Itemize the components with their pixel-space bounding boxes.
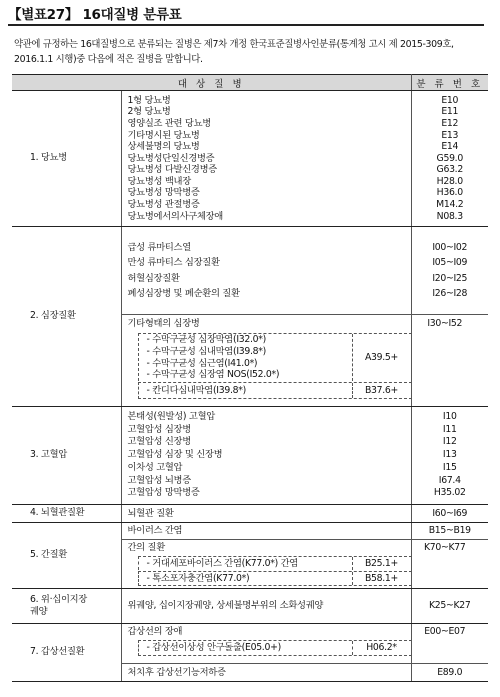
category-liver: 5. 간질환 [12, 523, 121, 589]
heart-disease-list: 급성 류마티스열 만성 류마티스 심장질환 허혈심장질환 폐성심장병 및 폐순환의 질환 [121, 227, 411, 315]
candida-group: - 칸디다심내막염(I39.8*) B37.6+ [138, 382, 412, 399]
viral-hepatitis: 바이러스 간염 [121, 523, 411, 540]
liver-disease: 간의 질환 [127, 542, 165, 553]
other-heart-disease: 기타형태의 심장병 [127, 318, 200, 329]
postprocedural-hypothyroidism-code: E89.0 [411, 664, 488, 682]
page-title: 【별표27】 16대질병 분류표 [8, 7, 182, 23]
meningococcal-code: A39.5+ [364, 351, 399, 363]
thyroid-disorder-code: E00~E07 [411, 624, 488, 664]
heart-code-list: I00~I02 I05~I09 I20~I25 I26~I28 [411, 227, 488, 315]
intro-paragraph: 약관에 규정하는 16대질병으로 분류되는 질병은 제7차 개정 한국표준질병사인분류(통계청 고시 제 2015-309호, 2016.1.1 시행)중 다음에 적은 질병을 말합니다. [14, 39, 454, 65]
category-hypertension: 3. 고혈압 [12, 407, 121, 505]
hypertension-code-list: I10 I11 I12 I13 I15 I67.4 H35.02 [411, 407, 488, 505]
toxoplasma-hepatitis-row: - 톡소포자충간염(K77.0*) B58.1+ [138, 571, 412, 586]
category-thyroid: 7. 갑상선질환 [12, 624, 121, 682]
cerebrovascular-disease: 뇌혈관 질환 [121, 505, 411, 523]
ulcer-disease: 위궤양, 십이지장궤양, 상세불명부위의 소화성궤양 [121, 589, 411, 624]
thyroid-disorder: 갑상선의 장애 [127, 626, 183, 637]
diabetes-code-list: E10 E11 E12 E13 E14 G59.0 G63.2 H28.0 H36.0 M14.2 N08.3 [411, 91, 488, 227]
viral-hepatitis-code: B15~B19 [411, 523, 488, 540]
title-underline [8, 24, 484, 26]
disease-classification-table [12, 74, 488, 682]
meningococcal-group: - 수막구균성 심장막염(I32.0*) - 수막구균성 심내막염(I39.8*) - 수막구균성 심근염(I41.0*) - 수막구균성 심장염 NOS(I52.0*) A39.5+ [138, 333, 412, 381]
category-diabetes: 1. 당뇨병 [12, 91, 121, 227]
hypertension-disease-list: 본태성(원발성) 고혈압 고혈압성 심장병 고혈압성 신장병 고혈압성 심장 및 신장병 이차성 고혈압 고혈압성 뇌병증 고혈압성 망막병증 [121, 407, 411, 505]
liver-disease-code: K70~K77 [411, 540, 488, 589]
cmv-hepatitis-row: - 거대세포바이러스 간염(K77.0*) 간염 B25.1+ [138, 556, 412, 570]
other-heart-disease-cell [121, 315, 411, 407]
postprocedural-hypothyroidism: 처치후 갑상선기능저하증 [121, 664, 411, 682]
category-cerebrovascular: 4. 뇌혈관질환 [12, 505, 121, 523]
cerebrovascular-code: I60~I69 [411, 505, 488, 523]
candida-code: B37.6+ [364, 384, 399, 396]
header-code: 분 류 번 호 [411, 75, 488, 91]
category-heart: 2. 심장질환 [12, 227, 121, 407]
other-heart-code: I30~I52 [411, 315, 488, 407]
header-disease: 대 상 질 병 [12, 75, 411, 91]
ulcer-code: K25~K27 [411, 589, 488, 624]
thyroid-disorder-cell [121, 624, 411, 664]
category-ulcer: 6. 위·십이지장 궤양 [12, 589, 121, 624]
diabetes-disease-list: 1형 당뇨병 2형 당뇨병 영양실조 관련 당뇨병 기타명시된 당뇨병 상세불명의 당뇨병 당뇨병성단일신경병증 당뇨병성 다발신경병증 당뇨병성 백내장 당뇨병성 망막병증 당뇨병성 관절병증 당뇨병에서의사구체장애 [121, 91, 411, 227]
thyroid-exophthalmos-row: - 갑상선이상성 안구돌출(E05.0+) H06.2* [138, 640, 412, 656]
liver-disease-cell [121, 540, 411, 589]
